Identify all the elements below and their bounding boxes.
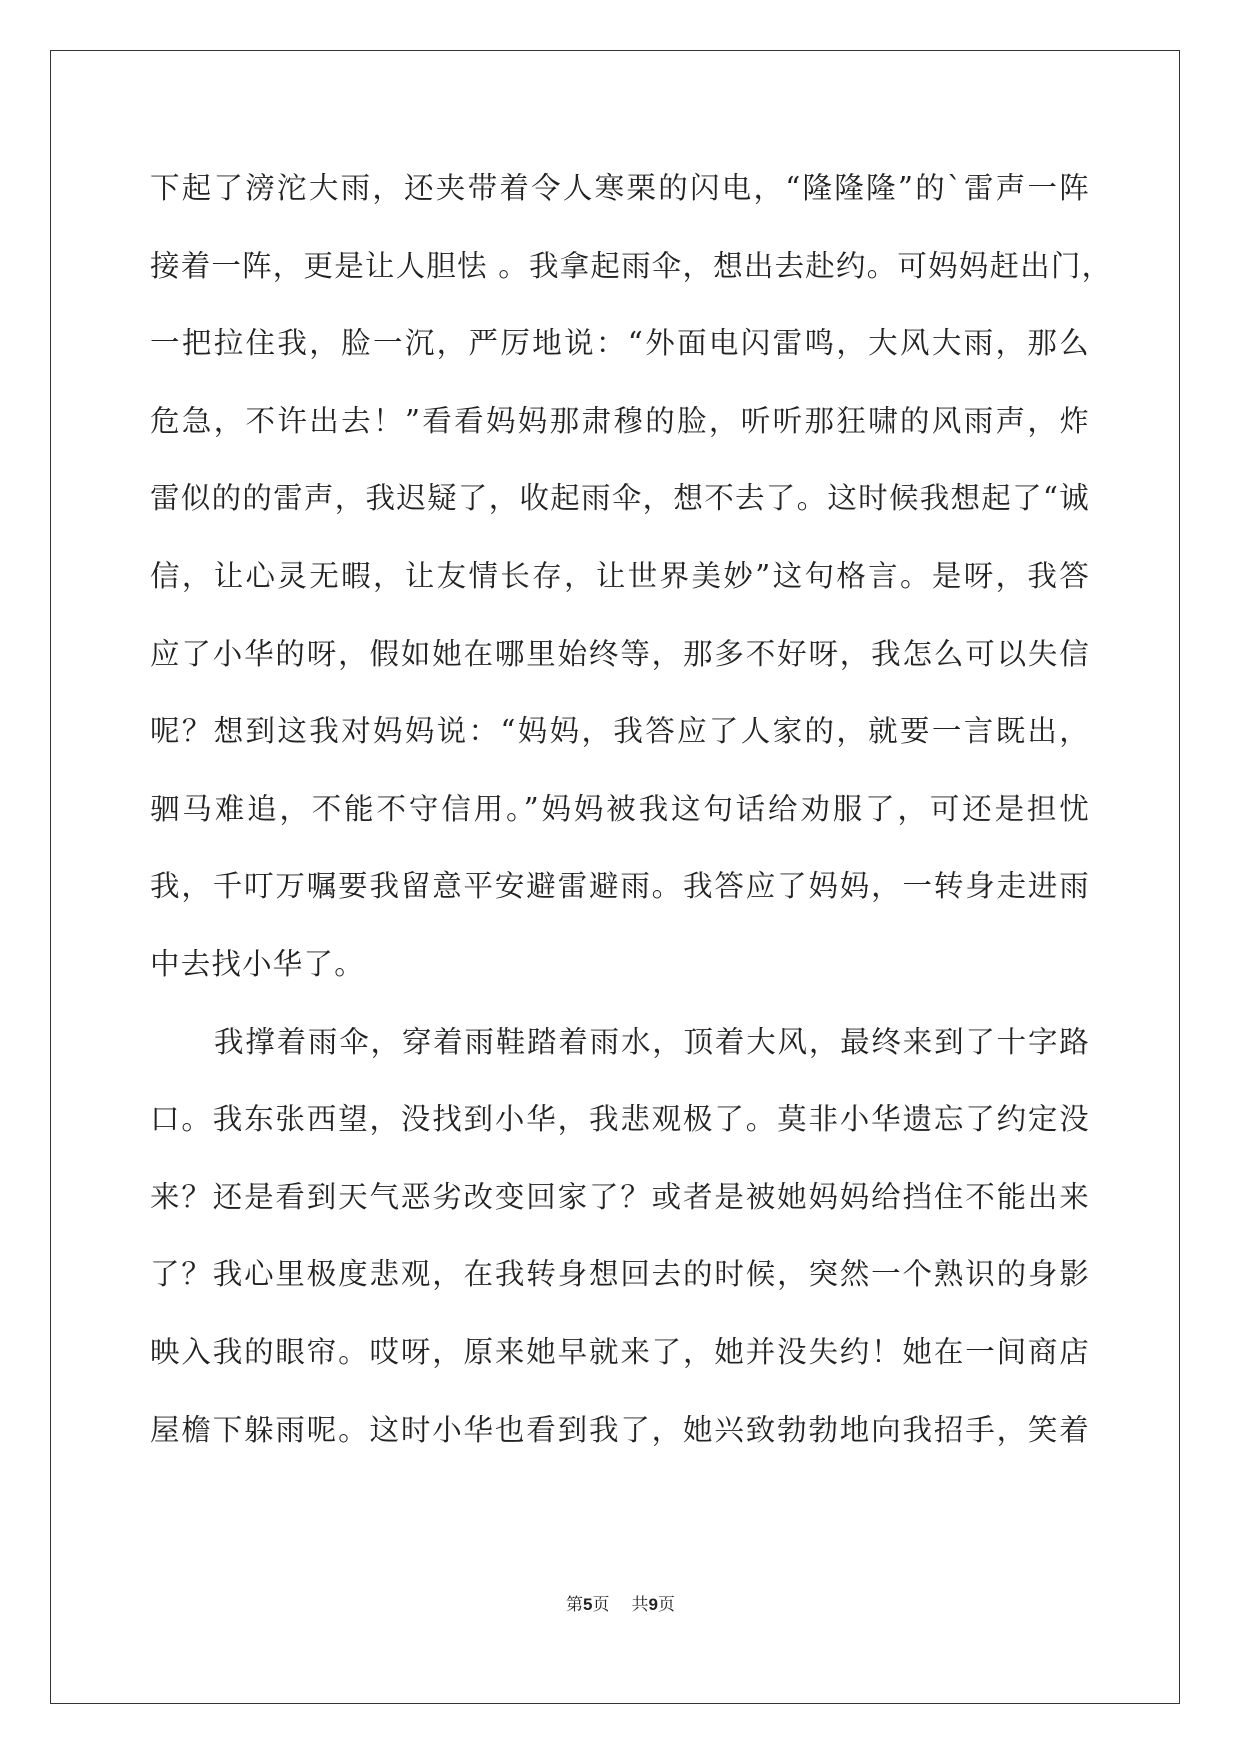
document-body [150,163,1113,1482]
text-line-5: 雷似的的雷声，我迟疑了，收起雨伞，想不去了。这时候我想起了“诚 [150,481,1090,516]
text-line-17: 屋檐下躲雨呢。这时小华也看到我了，她兴致勃勃地向我招手，笑着 [150,1412,1090,1447]
text-line-13: 口。我东张西望，没找到小华，我悲观极了。莫非小华遗忘了约定没 [150,1102,1090,1137]
current-page-number: 5 [583,1595,593,1614]
footer-total-prefix: 共 [631,1595,649,1615]
footer-prefix: 第 [566,1595,584,1615]
text-line-4: 危急，不许出去！”看看妈妈那肃穆的脸，听听那狂啸的风雨声，炸 [150,403,1090,438]
total-page-number: 9 [648,1595,658,1614]
text-line-12: 我撑着雨伞，穿着雨鞋踏着雨水，顶着大风，最终来到了十字路 [214,1024,1090,1059]
text-line-9: 驷马难追，不能不守信用。”妈妈被我这句话给劝服了，可还是担忧 [150,791,1090,826]
page-footer [0,1590,1241,1615]
text-line-14: 来？还是看到天气恶劣改变回家了？或者是被她妈妈给挡住不能出来 [150,1179,1090,1214]
text-line-8: 呢？想到这我对妈妈说：“妈妈，我答应了人家的，就要一言既出， [150,714,1090,749]
footer-page-unit: 页 [592,1595,610,1615]
text-line-11: 中去找小华了。 [150,946,365,981]
text-line-10: 我，千叮万嘱要我留意平安避雷避雨。我答应了妈妈，一转身走进雨 [150,869,1090,904]
text-line-3: 一把拉住我，脸一沉，严厉地说：“外面电闪雷鸣，大风大雨，那么 [150,326,1090,361]
text-line-6: 信，让心灵无暇，让友情长存，让世界美妙”这句格言。是呀，我答 [150,558,1090,593]
text-line-7: 应了小华的呀，假如她在哪里始终等，那多不好呀，我怎么可以失信 [150,636,1090,671]
text-line-1: 下起了滂沱大雨，还夹带着令人寒栗的闪电，“隆隆隆”的`雷声一阵 [150,171,1090,205]
text-line-2: 接着一阵，更是让人胆怯 。我拿起雨伞，想出去赴约。可妈妈赶出门， [150,248,1113,283]
text-line-16: 映入我的眼帘。哎呀，原来她早就来了，她并没失约！她在一间商店 [150,1334,1090,1369]
text-line-15: 了？我心里极度悲观，在我转身想回去的时候，突然一个熟识的身影 [150,1257,1090,1292]
footer-total-unit: 页 [657,1595,675,1615]
